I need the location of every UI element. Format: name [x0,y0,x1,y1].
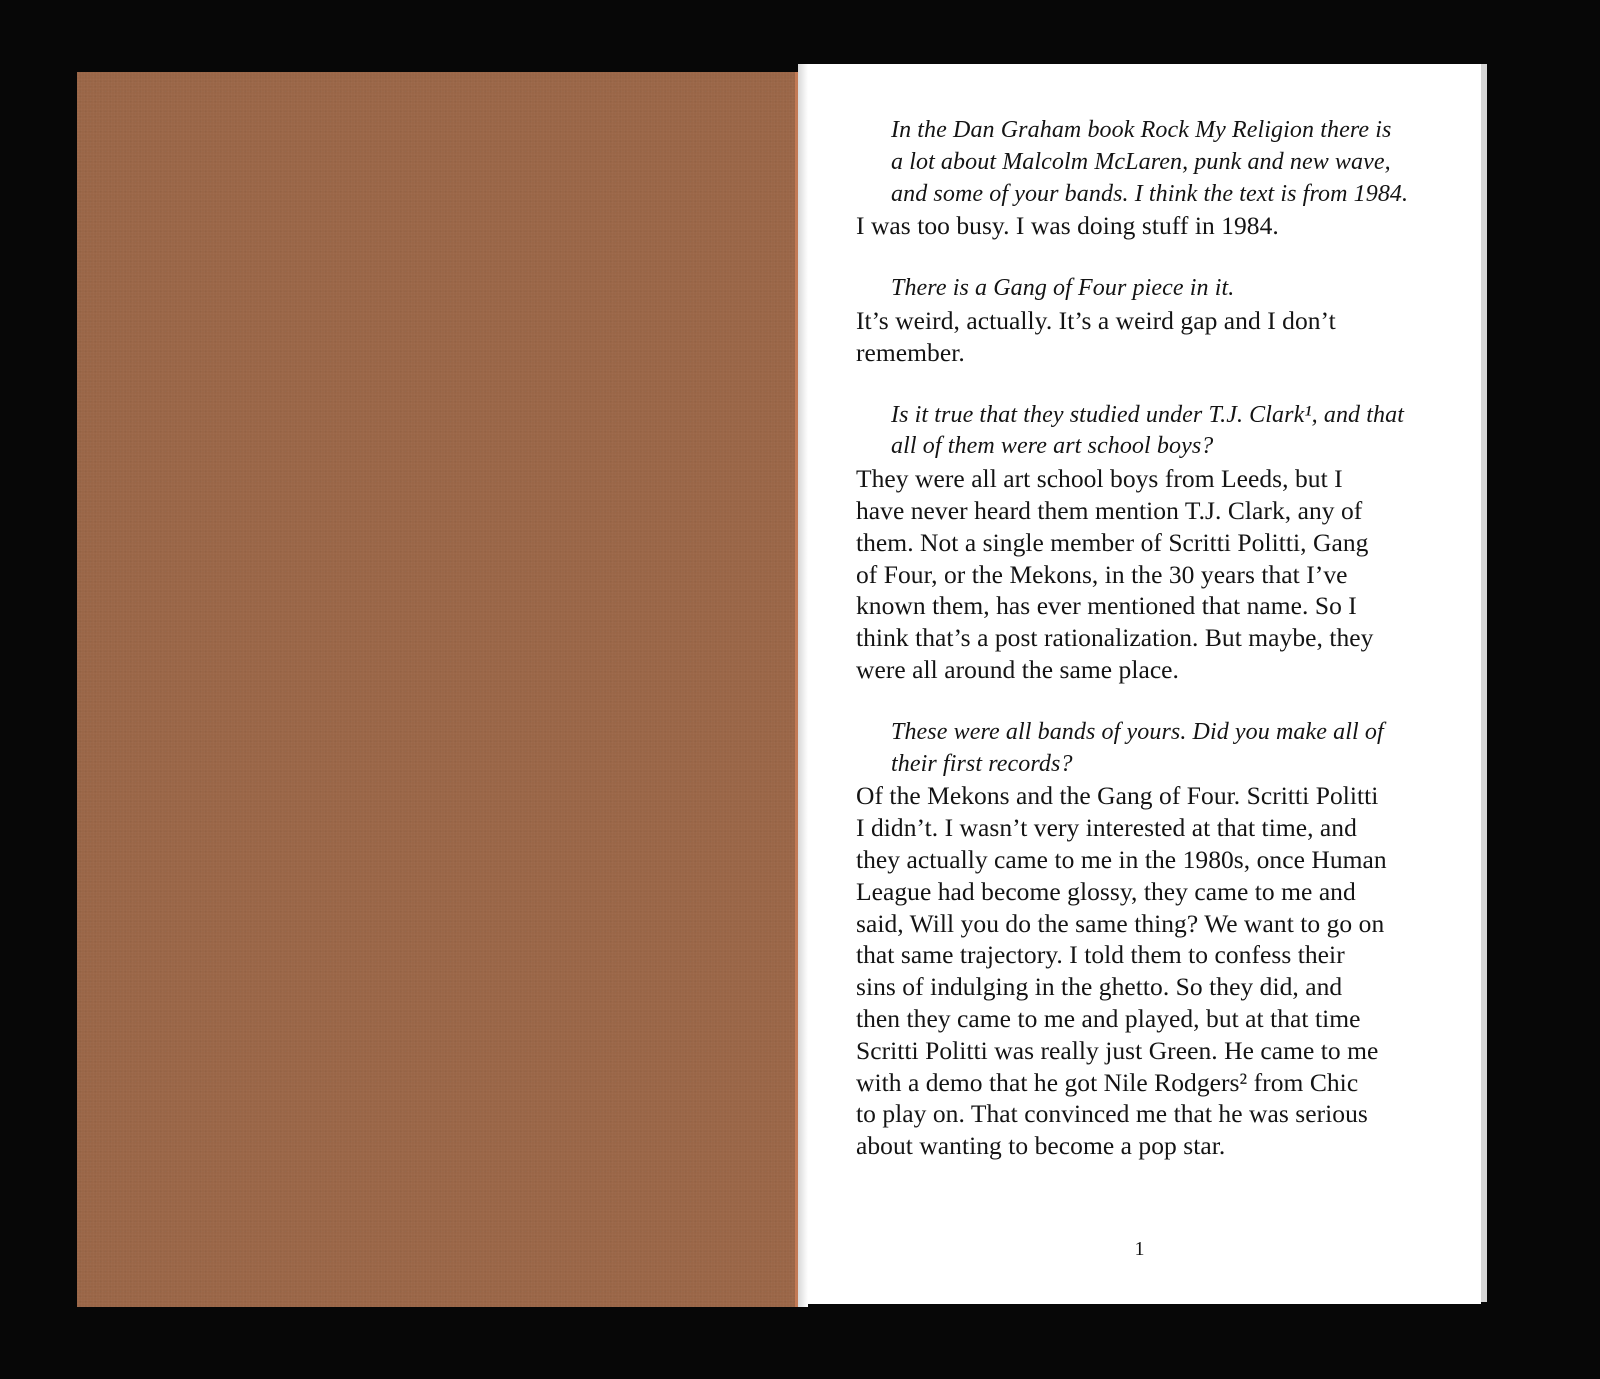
question-line: all of them were art school boys? [891,433,1214,460]
answer-line: It’s weird, actually. It’s a weird gap and I don’t [856,305,1336,335]
question [856,273,1456,305]
question-line: These were all bands of yours. Did you make all of [891,718,1384,745]
page-number: 1 [1134,1238,1145,1260]
interview-text [856,115,1456,1193]
answer [856,780,1456,1162]
qa-block [856,717,1456,1162]
answer-line: I was too busy. I was doing stuff in 1984. [856,211,1279,241]
answer-line: to play on. That convinced me that he was serious [856,1099,1368,1129]
question [856,400,1456,464]
answer-line: then they came to me and played, but at that time [856,1003,1361,1033]
answer-line: have never heard them mention T.J. Clark, any of [856,495,1363,525]
question-line: Is it true that they studied under T.J. Clark¹, and that [891,401,1404,428]
answer-line: sins of indulging in the ghetto. So they did, and [856,972,1343,1002]
answer-line: known them, has ever mentioned that name. So I [856,591,1357,621]
question [856,115,1456,210]
answer-line: League had become glossy, they came to me and [856,876,1356,906]
answer-line: with a demo that he got Nile Rodgers² from Chic [856,1067,1359,1097]
answer-line: I didn’t. I wasn’t very interested at that time, and [856,813,1357,843]
answer-line: said, Will you do the same thing? We want to go on [856,908,1385,938]
answer-line: They were all art school boys from Leeds, but I [856,464,1343,494]
qa-block [856,400,1456,686]
gutter-shadow [798,64,808,1307]
answer-line: Of the Mekons and the Gang of Four. Scritti Politti [856,781,1379,811]
left-page-blank [77,72,795,1307]
right-page-edge [1481,64,1487,1302]
question-line: and some of your bands. I think the text is from 1984. [891,180,1409,207]
answer-line: that same trajectory. I told them to confess their [856,940,1345,970]
answer [856,463,1456,686]
answer-line: were all around the same place. [856,654,1179,684]
answer-line: they actually came to me in the 1980s, once Human [856,844,1387,874]
question [856,717,1456,781]
qa-block [856,115,1456,242]
question-line: a lot about Malcolm McLaren, punk and new wave, [891,148,1391,175]
right-page [798,64,1481,1304]
question-line: There is a Gang of Four piece in it. [891,275,1235,302]
question-line: In the Dan Graham book Rock My Religion there is [891,117,1392,143]
answer-line: them. Not a single member of Scritti Politti, Gang [856,527,1369,557]
answer-line: remember. [856,337,965,367]
answer-line: about wanting to become a pop star. [856,1131,1226,1161]
answer-line: of Four, or the Mekons, in the 30 years that I’ve [856,559,1348,589]
answer-line: think that’s a post rationalization. But maybe, they [856,623,1374,653]
answer-line: Scritti Politti was really just Green. He came to me [856,1035,1379,1065]
qa-block [856,273,1456,368]
question-line: their first records? [891,750,1073,777]
answer [856,210,1456,242]
answer [856,305,1456,369]
